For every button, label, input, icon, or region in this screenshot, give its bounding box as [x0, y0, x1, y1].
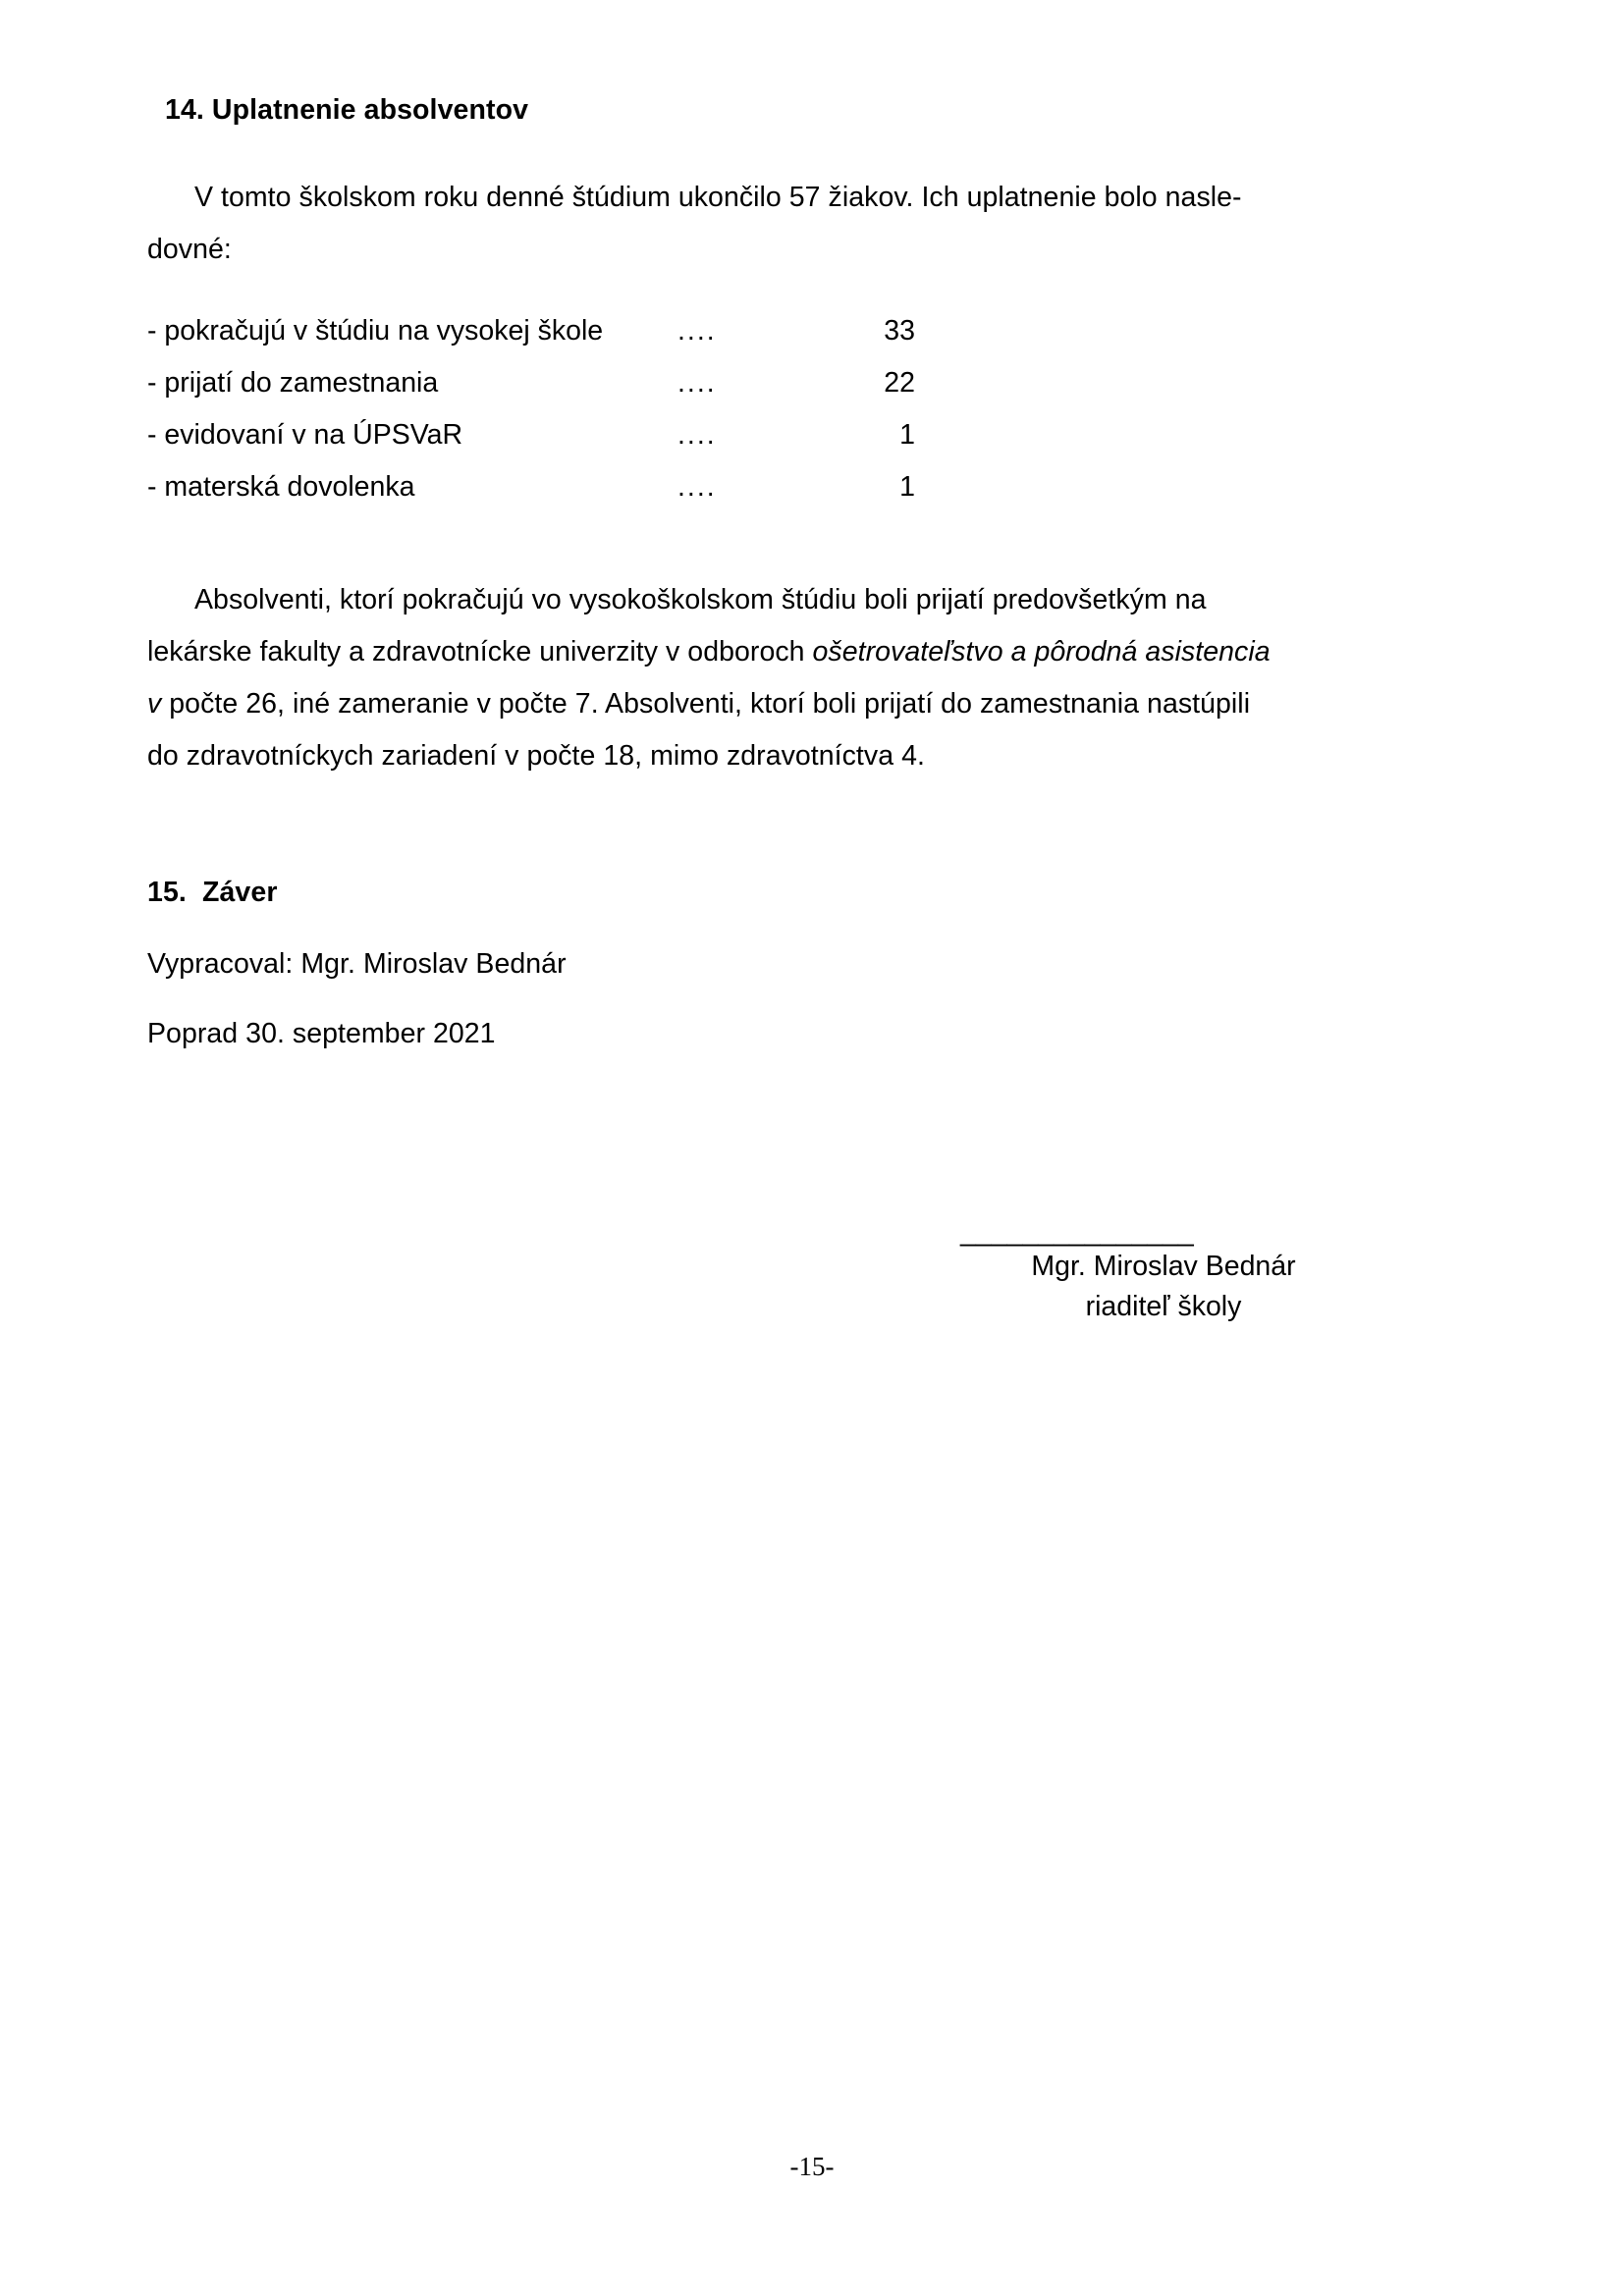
- outcome-label: - materská dovolenka: [147, 471, 415, 503]
- leader-dots: ....: [677, 471, 717, 503]
- signature-block: [952, 1217, 1375, 1327]
- list-item: [147, 461, 1394, 513]
- page-content: [147, 0, 1394, 1327]
- graduate-outcomes-list: [147, 305, 1394, 513]
- outcome-value: 22: [884, 367, 915, 399]
- prepared-by-line: Vypracoval: Mgr. Miroslav Bednár: [147, 948, 567, 980]
- spacer: [147, 276, 1394, 305]
- signature-role: riaditeľ školy: [1085, 1291, 1242, 1322]
- section-14-heading: 14. Uplatnenie absolventov: [165, 94, 529, 126]
- spacer: [147, 782, 1394, 877]
- leader-dots: ....: [677, 367, 717, 399]
- outcome-label: - pokračujú v štúdiu na vysokej škole: [147, 315, 604, 347]
- list-item: [147, 305, 1394, 357]
- body-line-4: do zdravotníckych zariadení v počte 18, mimo zdravotníctva 4.: [147, 740, 925, 772]
- list-item: [147, 357, 1394, 409]
- body-line-2-italic: ošetrovateľstvo a pôrodná asistencia: [812, 636, 1271, 667]
- leader-dots: ....: [677, 419, 717, 451]
- signature-line: _______________: [960, 1216, 1194, 1248]
- outcome-value: 1: [899, 419, 915, 451]
- body-line-3-plain: počte 26, iné zameranie v počte 7. Absolventi, ktorí boli prijatí do zamestnania nastúpili: [161, 688, 1251, 720]
- section-15-heading: 15. Záver: [147, 877, 278, 908]
- spacer: [147, 909, 1394, 938]
- body-line-2-plain: lekárske fakulty a zdravotnícke univerzity v odboroch: [147, 636, 813, 667]
- outcome-label: - prijatí do zamestnania: [147, 367, 439, 399]
- outcome-value: 33: [884, 315, 915, 347]
- spacer: [147, 990, 1394, 1008]
- leader-dots: ....: [677, 315, 717, 347]
- spacer: [147, 513, 1394, 574]
- spacer: [147, 127, 1394, 172]
- signature-name: Mgr. Miroslav Bednár: [1031, 1251, 1296, 1282]
- spacer: [147, 1060, 1394, 1217]
- outcome-value: 1: [899, 471, 915, 503]
- place-and-date-line: Poprad 30. september 2021: [147, 1018, 496, 1049]
- body-line-3-italic: v: [147, 688, 162, 720]
- body-line-1: Absolventi, ktorí pokračujú vo vysokoškolskom štúdiu boli prijatí predovšetkým na: [194, 584, 1207, 615]
- page-number-footer: -15-: [789, 2152, 835, 2181]
- intro-line-2: dovné:: [147, 234, 232, 265]
- section-14-body-paragraph: [147, 574, 1394, 782]
- list-item: [147, 409, 1394, 461]
- intro-line-1: V tomto školskom roku denné štúdium ukončilo 57 žiakov. Ich uplatnenie bolo nasle-: [194, 182, 1242, 213]
- section-14-intro-paragraph: [147, 172, 1394, 276]
- outcome-label: - evidovaní v na ÚPSVaR: [147, 419, 463, 451]
